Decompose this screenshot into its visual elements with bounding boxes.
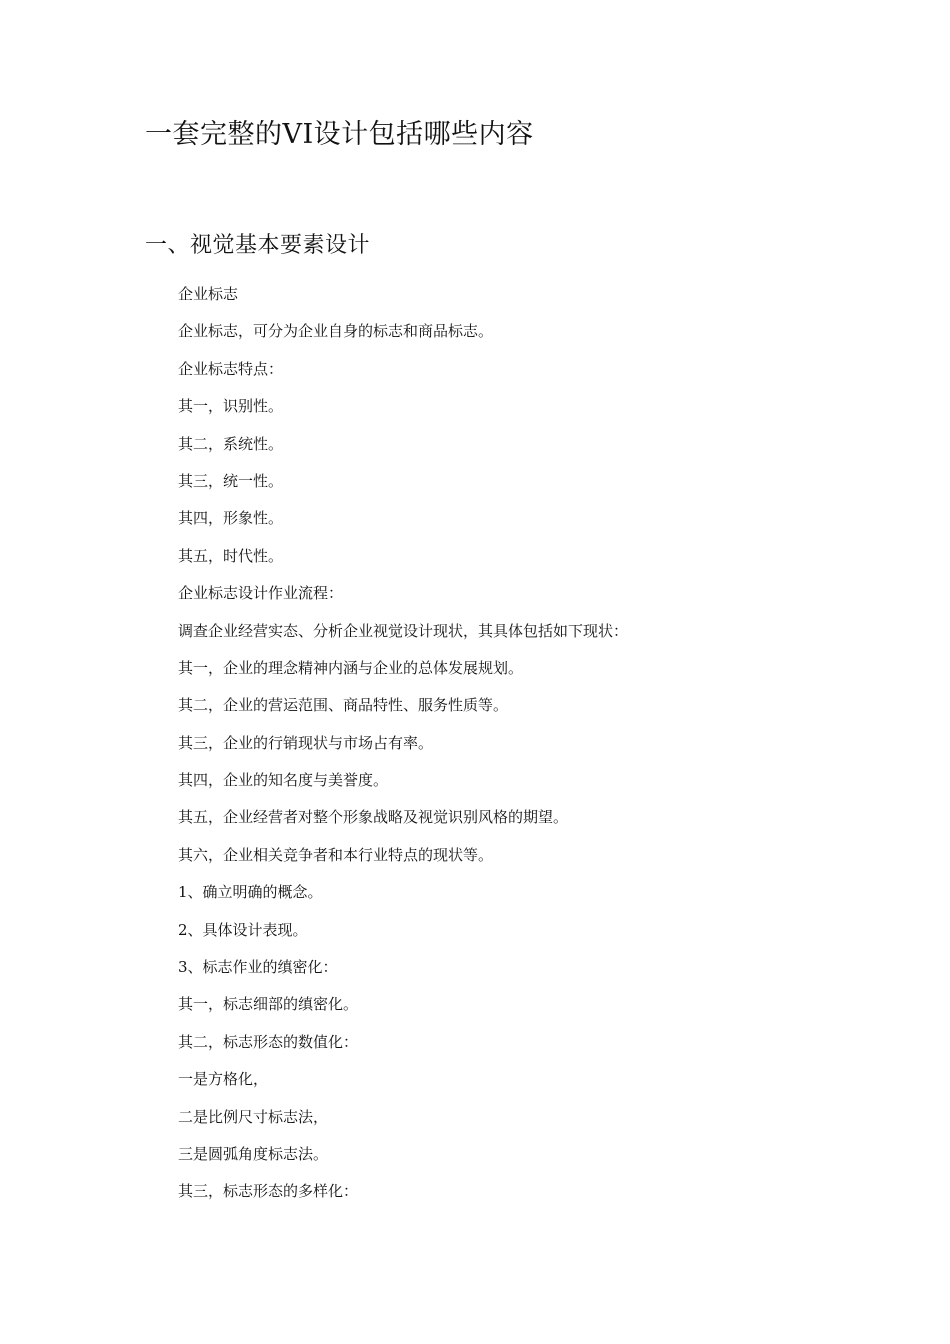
- paragraph-line: 2、具体设计表现。: [178, 920, 308, 939]
- paragraph-line: 其六，企业相关竞争者和本行业特点的现状等。: [178, 845, 494, 864]
- paragraph-line: 其五，企业经营者对整个形象战略及视觉识别风格的期望。: [178, 808, 569, 827]
- paragraph-line: 企业标志: [178, 285, 239, 303]
- paragraph-line: 其四，企业的知名度与美誉度。: [178, 771, 389, 790]
- paragraph-line: 一是方格化，: [178, 1070, 269, 1089]
- document-title: 一套完整的VI设计包括哪些内容: [145, 119, 534, 150]
- paragraph-line: 其一，标志细部的缜密化。: [178, 995, 359, 1014]
- paragraph-line: 其二，标志形态的数值化：: [178, 1032, 359, 1051]
- paragraph-line: 其一，企业的理念精神内涵与企业的总体发展规划。: [178, 658, 524, 677]
- paragraph-line: 二是比例尺寸标志法，: [178, 1107, 329, 1126]
- section-heading: 一、视觉基本要素设计: [145, 233, 371, 258]
- paragraph-line: 3、标志作业的缜密化：: [178, 958, 338, 977]
- paragraph-line: 其二，系统性。: [178, 434, 284, 453]
- paragraph-line: 1、确立明确的概念。: [178, 883, 323, 902]
- paragraph-line: 三是圆弧角度标志法。: [178, 1144, 329, 1163]
- paragraph-line: 其三，标志形态的多样化：: [178, 1182, 359, 1201]
- paragraph-line: 其三，统一性。: [178, 471, 284, 490]
- paragraph-line: 其五，时代性。: [178, 546, 284, 565]
- paragraph-line: 其三，企业的行销现状与市场占有率。: [178, 733, 434, 752]
- paragraph-line: 企业标志，可分为企业自身的标志和商品标志。: [178, 322, 494, 341]
- body-text: [178, 280, 898, 1215]
- paragraph-line: 调查企业经营实态、分析企业视觉设计现状，其具体包括如下现状：: [178, 621, 629, 640]
- paragraph-line: 企业标志设计作业流程：: [178, 584, 344, 603]
- paragraph-line: 其四，形象性。: [178, 509, 284, 528]
- paragraph-line: 其一，识别性。: [178, 397, 284, 416]
- paragraph-line: 企业标志特点：: [178, 359, 284, 378]
- paragraph-line: 其二，企业的营运范围、商品特性、服务性质等。: [178, 696, 509, 715]
